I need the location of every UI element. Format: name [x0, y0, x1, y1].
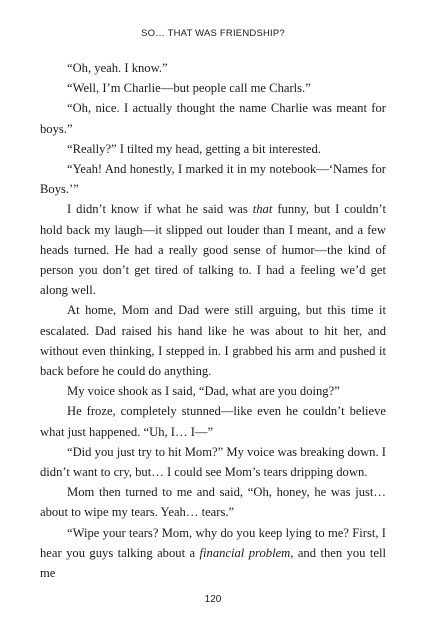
paragraph — [40, 482, 386, 522]
paragraph — [40, 381, 386, 401]
text-run: Mom then turned to me and said, “Oh, honey, he was just… about to wipe my tears. Yeah… tears.” — [40, 485, 386, 520]
paragraph — [40, 139, 386, 159]
italic-text: financial problem, — [199, 545, 294, 560]
paragraph — [40, 523, 386, 584]
paragraph — [40, 442, 386, 482]
text-run: “Wipe your tears? Mom, why do you keep lying to me? First, I hear you guys talking about a — [40, 525, 386, 560]
paragraph — [40, 199, 386, 300]
text-run: He froze, completely stunned—like even he couldn’t believe what just happened. “Uh, I… I—” — [40, 404, 386, 439]
text-run: “Oh, yeah. I know.” — [67, 61, 168, 75]
text-run: and then you tell me — [40, 545, 387, 581]
running-header: SO… THAT WAS FRIENDSHIP? — [141, 28, 285, 39]
text-run: At home, Mom and Dad were still arguing, but this time it escalated. Dad raised his hand like he was about to hit her, and without even thinking, I stepped in. I grabbed his arm and pushed it back before he could do anything. — [40, 303, 386, 379]
text-run: “Yeah! And honestly, I marked it in my notebook—‘Names for Boys.’” — [40, 162, 386, 197]
paragraph — [40, 78, 386, 98]
text-run: I didn’t know if what he said was — [67, 202, 253, 217]
text-run: “Really?” I tilted my head, getting a bit interested. — [67, 141, 321, 156]
paragraph — [40, 159, 386, 199]
text-run: “Did you just try to hit Mom?” My voice was breaking down. I didn’t want to cry, but… I could see Mom’s tears dripping down. — [40, 444, 386, 480]
paragraph — [40, 98, 386, 138]
text-run: “Well, I’m Charlie—but people call me Charls.” — [67, 81, 311, 96]
paragraph — [40, 401, 386, 441]
paragraph — [40, 300, 386, 381]
text-run: My voice shook as I said, “Dad, what are you doing?” — [67, 384, 340, 399]
text-run: “Oh, nice. I actually thought the name Charlie was meant for boys.” — [40, 101, 386, 136]
text-run: funny, but I couldn’t hold back my laugh—it slipped out louder than I meant, and a few heads turned. He had a really good sense of humor—the kind of person you don’t get tired of talking to. I had a feeling we’d get along well. — [40, 202, 386, 298]
paragraph — [40, 58, 386, 78]
page-number: 120 — [204, 594, 222, 605]
italic-text: that — [252, 202, 273, 217]
body-text — [40, 58, 386, 583]
